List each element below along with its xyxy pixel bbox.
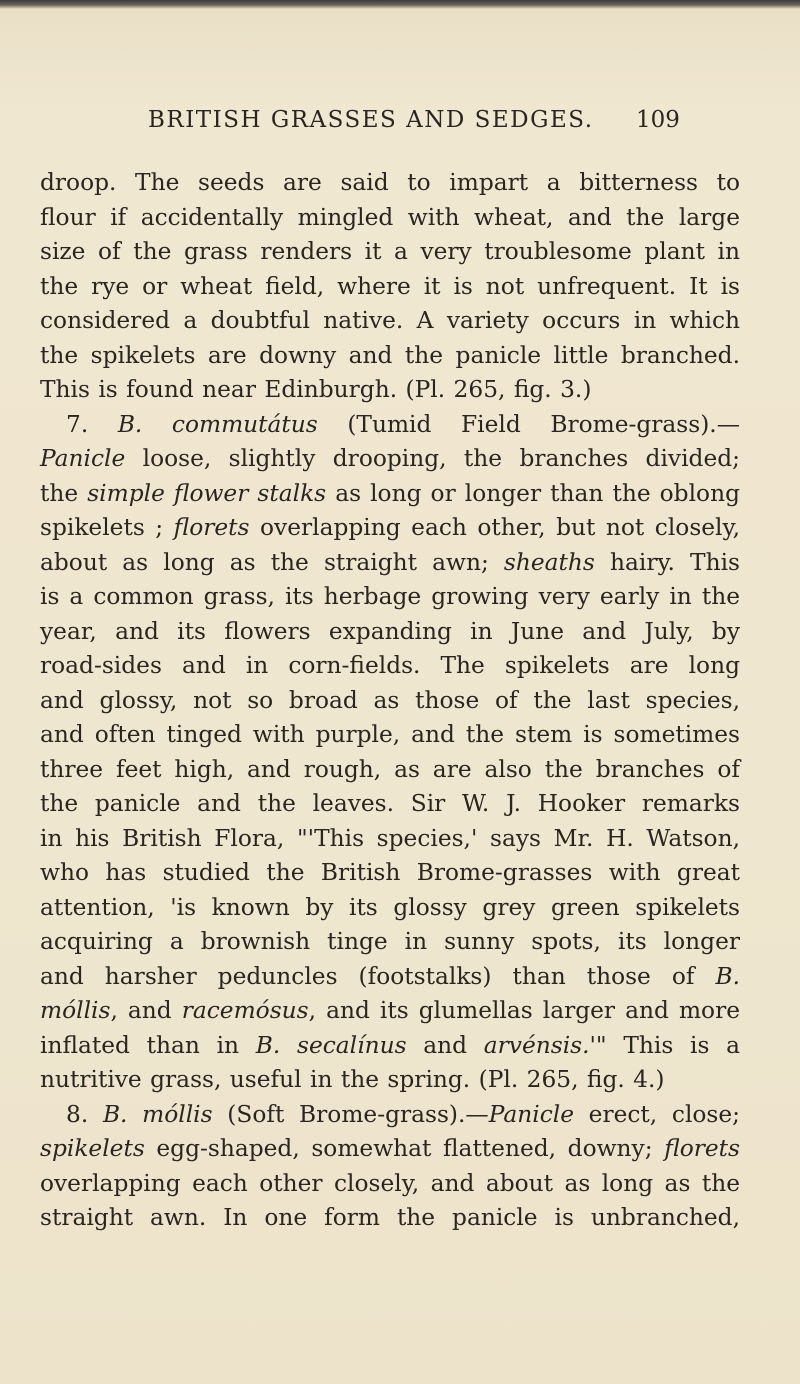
italic-term: florets (664, 1135, 740, 1162)
text-run: overlapping each other, but not closely, (249, 514, 740, 541)
italic-term: móllis (40, 997, 111, 1024)
text-line (40, 270, 740, 305)
text-run: This is found near Edinburgh. (Pl. 265, fig. 3.) (40, 376, 592, 403)
text-run: overlapping each other closely, and about as long as the (40, 1169, 740, 1197)
text-line (40, 339, 740, 374)
text-run: (Tumid Field Brome-grass).— (317, 410, 741, 438)
text-run: nutritive grass, useful in the spring. (Pl. 265, fig. 4.) (40, 1066, 665, 1093)
text-run: 7. (66, 410, 118, 438)
text-run: size of the grass renders it a very troublesome plant in (40, 238, 740, 265)
text-run: the panicle and the leaves. Sir W. J. Hooker remarks (40, 790, 740, 817)
text-run: loose, slightly drooping, the branches divided; (125, 445, 740, 472)
text-line (40, 1029, 740, 1064)
text-line (40, 856, 740, 891)
text-line (40, 373, 740, 408)
text-line (40, 235, 740, 270)
text-line (40, 925, 740, 960)
text-line (40, 166, 740, 201)
text-line (40, 442, 740, 477)
text-line (40, 615, 740, 650)
italic-term: Panicle (488, 1100, 574, 1128)
text-run: " This is a (595, 1031, 740, 1059)
text-run: hairy. This (594, 548, 741, 576)
text-line (40, 960, 740, 995)
text-run: flour if accidentally mingled with wheat, and the large (40, 203, 740, 231)
text-line (40, 1132, 740, 1167)
text-run: three feet high, and rough, as are also the branches of (40, 755, 740, 783)
text-line (40, 753, 740, 788)
italic-term: spikelets (40, 1135, 145, 1162)
text-run: attention, 'is known by its glossy grey green spikelets (40, 893, 740, 921)
italic-term: simple flower stalks (87, 479, 327, 507)
text-run: road-sides and in corn-fields. The spikelets are long (40, 652, 740, 679)
text-run: straight awn. In one form the panicle is unbranched, (40, 1204, 740, 1231)
text-line (40, 304, 740, 339)
text-line (40, 891, 740, 926)
text-line (40, 1167, 740, 1202)
text-run: as long or longer than the oblong (326, 479, 740, 507)
text-line (40, 649, 740, 684)
running-header-title: BRITISH GRASSES AND SEDGES. (148, 107, 594, 133)
text-run: egg-shaped, somewhat flattened, downy; (144, 1135, 665, 1162)
text-line (40, 684, 740, 719)
running-header (0, 107, 800, 147)
text-run: is a common grass, its herbage growing very early in the (40, 583, 740, 610)
text-run: about as long as the straight awn; (40, 548, 504, 576)
text-line (40, 201, 740, 236)
text-run: and often tinged with purple, and the stem is sometimes (40, 721, 740, 748)
text-run: the rye or wheat field, where it is not unfrequent. It is (40, 272, 740, 300)
text-run: acquiring a brownish tinge in sunny spots, its longer (40, 928, 740, 955)
text-line (40, 580, 740, 615)
text-line (40, 408, 740, 443)
text-run: the (40, 479, 88, 507)
text-run: the spikelets are downy and the panicle little branched. (40, 341, 740, 369)
text-run: spikelets ; (40, 514, 174, 541)
italic-term: B. secalínus (255, 1031, 407, 1059)
text-run: who has studied the British Brome-grasses with great (40, 859, 740, 886)
text-line (40, 1063, 740, 1098)
text-line (40, 1098, 740, 1133)
text-line (40, 718, 740, 753)
text-run: , and its glumellas larger and more (308, 997, 740, 1024)
text-line (40, 1201, 740, 1236)
body-text (40, 166, 740, 1236)
page-top-edge (0, 0, 800, 9)
page-number: 109 (636, 107, 680, 133)
italic-term: arvénsis.' (483, 1031, 596, 1059)
text-run: and harsher peduncles (footstalks) than those of (40, 962, 716, 990)
italic-term: B. commutátus (117, 410, 318, 438)
text-line (40, 477, 740, 512)
italic-term: sheaths (503, 548, 595, 576)
text-line (40, 822, 740, 857)
text-run: (Soft Brome-grass).— (212, 1100, 489, 1128)
text-line (40, 546, 740, 581)
italic-term: Panicle (40, 445, 126, 472)
text-line (40, 994, 740, 1029)
italic-term: racemósus (181, 997, 309, 1024)
text-run: droop. The seeds are said to impart a bitterness to (40, 169, 740, 196)
text-run: considered a doubtful native. A variety occurs in which (40, 307, 740, 334)
text-run: year, and its flowers expanding in June and July, by (40, 617, 740, 645)
text-run: erect, close; (573, 1100, 741, 1128)
text-run: and (406, 1031, 484, 1059)
italic-term: B. (715, 962, 740, 990)
text-run: , and (110, 997, 182, 1024)
text-run: and glossy, not so broad as those of the last species, (40, 686, 740, 714)
text-run: in his British Flora, "'This species,' says Mr. H. Watson, (40, 824, 740, 852)
text-line (40, 511, 740, 546)
italic-term: florets (173, 514, 250, 541)
text-run: 8. (66, 1100, 103, 1128)
italic-term: B. móllis (102, 1100, 213, 1128)
text-line (40, 787, 740, 822)
text-run: inflated than in (40, 1031, 256, 1059)
